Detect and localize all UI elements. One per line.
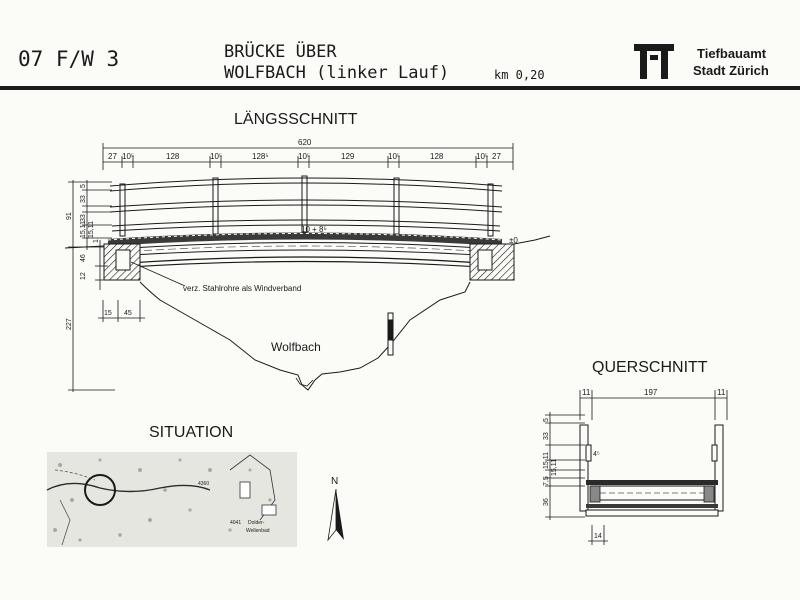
dim-label: 1	[93, 239, 100, 243]
dim-label: 15,11	[551, 459, 558, 476]
dim-label: 128	[166, 152, 180, 161]
north-arrow	[328, 476, 344, 540]
dim-label: 5	[80, 184, 87, 188]
camber-label: 10 + 8⁵	[301, 225, 327, 234]
dim-label: 4⁵	[593, 451, 600, 458]
header	[0, 40, 800, 88]
dim-label: 15,11	[80, 221, 87, 238]
cross-width-label: 197	[644, 388, 658, 397]
dim-label: 14	[594, 533, 602, 540]
dim-label: 10⁵	[122, 152, 135, 161]
tiefbauamt-logo	[634, 44, 674, 79]
drawing-id: 07 F/W 3	[18, 47, 120, 71]
stream-bed	[296, 378, 313, 386]
situation	[47, 424, 344, 547]
dim-label: 15	[104, 310, 112, 317]
situation-title: SITUATION	[149, 424, 234, 441]
left-dimension-column	[68, 180, 145, 392]
cross-section	[543, 359, 727, 545]
edge-dim-right: 11	[717, 388, 726, 397]
map-label: Dolder-	[248, 520, 265, 526]
zero-level-label: ±0	[509, 236, 518, 245]
dim-label: 10⁵	[388, 152, 401, 161]
dim-label: 10⁵	[210, 152, 223, 161]
dim-label: 91	[66, 212, 73, 220]
dim-label: 12	[80, 272, 87, 280]
dim-label: 15,11	[88, 221, 95, 238]
dim-label: 33	[80, 214, 87, 222]
dim-label: 128⁵	[252, 152, 269, 161]
map-label: 4041	[230, 520, 242, 526]
long-section	[65, 110, 550, 392]
dim-label: 33	[80, 195, 87, 203]
dim-label: 7,5	[543, 476, 550, 486]
map-label: Wellenbad	[246, 528, 270, 534]
gauge-post	[388, 313, 393, 355]
dim-label: 10⁵	[476, 152, 489, 161]
dim-label: 27	[492, 152, 501, 161]
km-label: km 0,20	[494, 68, 545, 82]
segment-dim-labels	[108, 152, 501, 161]
cross-left-dim-labels	[543, 418, 602, 540]
deck	[108, 233, 502, 269]
dim-label: 10⁵	[298, 152, 311, 161]
edge-dim-left: 11	[582, 388, 591, 397]
gorge-profile	[140, 282, 470, 390]
org-line-2: Stadt Zürich	[693, 63, 769, 78]
dim-label: 27	[108, 152, 117, 161]
dim-label: 33	[543, 432, 550, 440]
ground-right	[514, 236, 550, 244]
map-label: 4360	[198, 481, 210, 487]
cross-deck	[586, 480, 718, 516]
right-abutment	[470, 244, 514, 280]
title-line-1: BRÜCKE ÜBER	[224, 42, 337, 62]
dim-label: 46	[80, 254, 87, 262]
total-span-label: 620	[298, 138, 312, 147]
left-abutment	[104, 244, 140, 280]
stream-label: Wolfbach	[271, 340, 321, 354]
situation-map	[47, 452, 297, 547]
title-line-2: WOLFBACH (linker Lauf)	[224, 63, 450, 83]
dim-label: 45	[124, 310, 132, 317]
cross-section-title: QUERSCHNITT	[592, 359, 708, 376]
dim-label: 36	[543, 498, 550, 506]
north-label: N	[331, 476, 339, 487]
windverband-annotation: verz. Stahlrohre als Windverband	[183, 284, 302, 293]
cross-left-dims	[545, 412, 608, 545]
dim-label: 15,11	[543, 452, 550, 469]
dim-label: 5	[543, 418, 550, 422]
dim-label: 129	[341, 152, 355, 161]
dim-label: 227	[66, 318, 73, 330]
org-line-1: Tiefbauamt	[697, 46, 767, 61]
long-section-title: LÄNGSSCHNITT	[234, 111, 358, 128]
dim-label: 128	[430, 152, 444, 161]
